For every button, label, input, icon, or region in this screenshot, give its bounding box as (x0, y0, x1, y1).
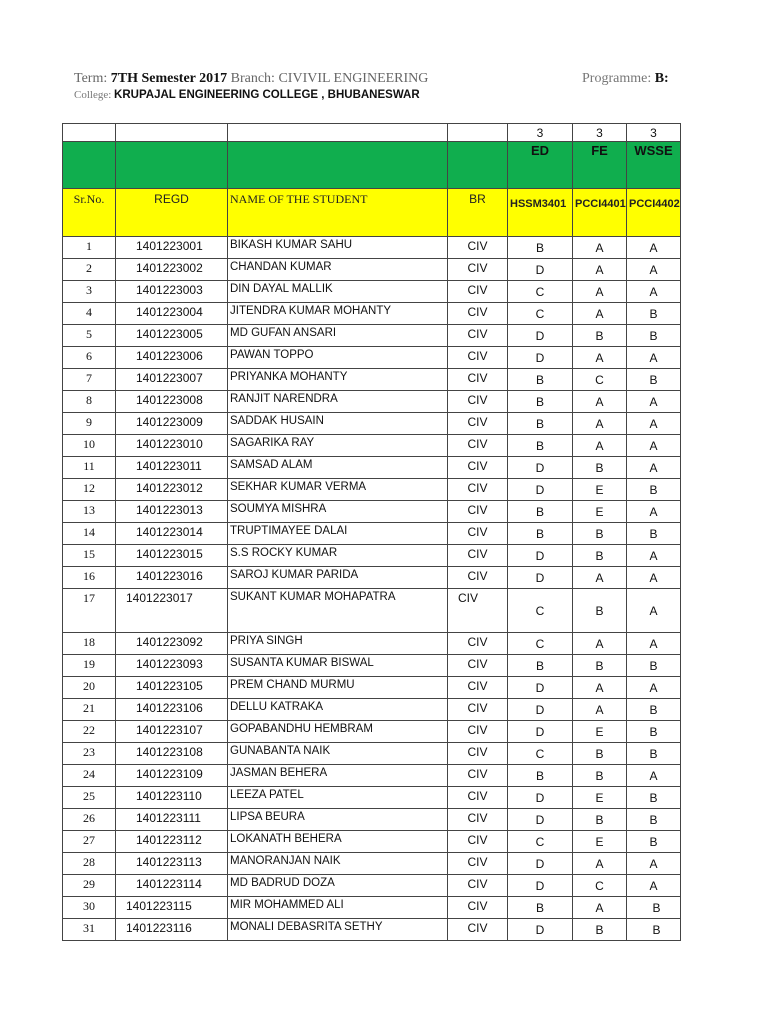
branch-cell: CIV (448, 787, 508, 809)
student-name-cell: TRUPTIMAYEE DALAI (228, 523, 448, 545)
table-row (63, 545, 681, 567)
column-header-row (63, 189, 681, 237)
student-name-cell: MIR MOHAMMED ALI (228, 897, 448, 919)
regd-cell: 1401223116 (116, 919, 228, 941)
grade-cell: E (573, 831, 627, 853)
table-row (63, 479, 681, 501)
grade-cell: B (627, 655, 681, 677)
branch-cell: CIV (448, 545, 508, 567)
student-name-cell: GOPABANDHU HEMBRAM (228, 721, 448, 743)
branch-cell: CIV (448, 259, 508, 281)
grade-cell: D (508, 875, 573, 897)
branch-cell: CIV (448, 919, 508, 941)
branch-cell: CIV (448, 853, 508, 875)
regd-cell: 1401223113 (116, 853, 228, 875)
regd-cell: 1401223001 (116, 237, 228, 259)
grade-cell: D (508, 699, 573, 721)
branch-value: CIVIVIL ENGINEERING (278, 71, 429, 86)
grade-cell: D (508, 567, 573, 589)
student-name-cell: SAMSAD ALAM (228, 457, 448, 479)
table-row (63, 281, 681, 303)
sr-cell: 22 (63, 721, 116, 743)
grade-cell: C (508, 743, 573, 765)
col-header-code: HSSM3401 (508, 189, 573, 237)
regd-cell: 1401223010 (116, 435, 228, 457)
grade-cell: A (573, 391, 627, 413)
branch-cell: CIV (448, 721, 508, 743)
sr-cell: 15 (63, 545, 116, 567)
programme (582, 71, 669, 87)
table-row (63, 831, 681, 853)
sr-cell: 21 (63, 699, 116, 721)
grade-cell: D (508, 853, 573, 875)
student-name-cell: MD BADRUD DOZA (228, 875, 448, 897)
subject-row (63, 142, 681, 189)
grade-cell: E (573, 721, 627, 743)
grade-cell: B (627, 919, 681, 941)
regd-cell: 1401223107 (116, 721, 228, 743)
table-row (63, 457, 681, 479)
grade-cell: B (573, 457, 627, 479)
grade-cell: D (508, 347, 573, 369)
table-row (63, 743, 681, 765)
table-row (63, 677, 681, 699)
grade-cell: A (627, 237, 681, 259)
grade-cell: B (573, 523, 627, 545)
sr-cell: 10 (63, 435, 116, 457)
grade-cell: B (573, 545, 627, 567)
regd-cell: 1401223006 (116, 347, 228, 369)
results-table (62, 123, 681, 941)
student-name-cell: SAGARIKA RAY (228, 435, 448, 457)
grade-cell: A (627, 567, 681, 589)
college-header (74, 89, 420, 101)
regd-cell: 1401223111 (116, 809, 228, 831)
regd-cell: 1401223011 (116, 457, 228, 479)
branch-cell: CIV (448, 523, 508, 545)
regd-cell: 1401223092 (116, 633, 228, 655)
sr-cell: 24 (63, 765, 116, 787)
grade-cell: B (627, 325, 681, 347)
grade-cell: A (627, 457, 681, 479)
table-row (63, 589, 681, 633)
grade-cell: A (573, 853, 627, 875)
branch-cell: CIV (448, 435, 508, 457)
sr-cell: 3 (63, 281, 116, 303)
grade-cell: D (508, 787, 573, 809)
student-name-cell: MANORANJAN NAIK (228, 853, 448, 875)
table-row (63, 897, 681, 919)
regd-cell: 1401223017 (116, 589, 228, 633)
grade-cell: B (573, 809, 627, 831)
grade-cell: A (627, 875, 681, 897)
grade-cell: B (627, 369, 681, 391)
student-name-cell: JASMAN BEHERA (228, 765, 448, 787)
student-name-cell: LEEZA PATEL (228, 787, 448, 809)
regd-cell: 1401223106 (116, 699, 228, 721)
sr-cell: 23 (63, 743, 116, 765)
term-label: Term: (74, 71, 108, 86)
sr-cell: 9 (63, 413, 116, 435)
regd-cell: 1401223108 (116, 743, 228, 765)
student-name-cell: S.S ROCKY KUMAR (228, 545, 448, 567)
grade-cell: C (573, 369, 627, 391)
table-row (63, 633, 681, 655)
student-name-cell: MONALI DEBASRITA SETHY (228, 919, 448, 941)
sr-cell: 28 (63, 853, 116, 875)
regd-cell: 1401223115 (116, 897, 228, 919)
table-row (63, 567, 681, 589)
grade-cell: D (508, 919, 573, 941)
table-row (63, 787, 681, 809)
student-name-cell: RANJIT NARENDRA (228, 391, 448, 413)
branch-cell: CIV (448, 809, 508, 831)
college-label: College: (74, 89, 112, 101)
sr-cell: 14 (63, 523, 116, 545)
student-name-cell: PRIYA SINGH (228, 633, 448, 655)
grade-cell: A (573, 897, 627, 919)
branch-cell: CIV (448, 699, 508, 721)
grade-cell: A (627, 853, 681, 875)
programme-label: Programme: (582, 71, 652, 86)
term-header (74, 71, 768, 87)
table-row (63, 721, 681, 743)
grade-cell: C (508, 303, 573, 325)
branch-cell: CIV (448, 369, 508, 391)
grade-cell: B (508, 523, 573, 545)
regd-cell: 1401223007 (116, 369, 228, 391)
sr-cell: 12 (63, 479, 116, 501)
grade-cell: C (573, 875, 627, 897)
student-name-cell: GUNABANTA NAIK (228, 743, 448, 765)
regd-cell: 1401223009 (116, 413, 228, 435)
regd-cell: 1401223003 (116, 281, 228, 303)
regd-cell: 1401223105 (116, 677, 228, 699)
grade-cell: B (508, 435, 573, 457)
grade-cell: B (508, 501, 573, 523)
grade-cell: B (573, 919, 627, 941)
table-row (63, 237, 681, 259)
table-row (63, 765, 681, 787)
grade-cell: B (627, 787, 681, 809)
grade-cell: B (627, 303, 681, 325)
grade-cell: B (508, 765, 573, 787)
grade-cell: A (627, 633, 681, 655)
grade-cell: A (573, 347, 627, 369)
regd-cell: 1401223110 (116, 787, 228, 809)
grade-cell: A (573, 677, 627, 699)
student-name-cell: MD GUFAN ANSARI (228, 325, 448, 347)
grade-cell: A (573, 303, 627, 325)
subject-cell: ED (508, 142, 573, 189)
table-row (63, 699, 681, 721)
branch-cell: CIV (448, 831, 508, 853)
branch-cell: CIV (448, 457, 508, 479)
regd-cell: 1401223014 (116, 523, 228, 545)
credit-cell: 3 (627, 124, 681, 142)
regd-cell: 1401223004 (116, 303, 228, 325)
sr-cell: 27 (63, 831, 116, 853)
grade-cell: A (627, 259, 681, 281)
table-row (63, 413, 681, 435)
sr-cell: 8 (63, 391, 116, 413)
subject-cell: FE (573, 142, 627, 189)
branch-cell: CIV (448, 743, 508, 765)
grade-cell: B (627, 809, 681, 831)
grade-cell: B (627, 523, 681, 545)
branch-cell: CIV (448, 655, 508, 677)
grade-cell: A (573, 413, 627, 435)
term-value: 7TH Semester 2017 (110, 71, 228, 86)
sr-cell: 30 (63, 897, 116, 919)
grade-cell: E (573, 479, 627, 501)
grade-cell: A (573, 259, 627, 281)
college-value: KRUPAJAL ENGINEERING COLLEGE , BHUBANESWAR (114, 89, 420, 101)
sr-cell: 13 (63, 501, 116, 523)
branch-cell: CIV (448, 677, 508, 699)
grade-cell: A (627, 501, 681, 523)
sr-cell: 26 (63, 809, 116, 831)
grade-cell: E (573, 787, 627, 809)
branch-cell: CIV (448, 281, 508, 303)
student-name-cell: BIKASH KUMAR SAHU (228, 237, 448, 259)
table-row (63, 369, 681, 391)
grade-cell: B (508, 369, 573, 391)
sr-cell: 25 (63, 787, 116, 809)
sr-cell: 11 (63, 457, 116, 479)
grade-cell: A (627, 435, 681, 457)
student-name-cell: PRIYANKA MOHANTY (228, 369, 448, 391)
sr-cell: 29 (63, 875, 116, 897)
student-name-cell: DELLU KATRAKA (228, 699, 448, 721)
grade-cell: D (508, 677, 573, 699)
branch-cell: CIV (448, 325, 508, 347)
branch-cell: CIV (448, 765, 508, 787)
student-name-cell: CHANDAN KUMAR (228, 259, 448, 281)
grade-cell: B (627, 721, 681, 743)
table-row (63, 919, 681, 941)
grade-cell: B (508, 897, 573, 919)
branch-label: Branch: (230, 71, 275, 86)
sr-cell: 18 (63, 633, 116, 655)
grade-cell: E (573, 501, 627, 523)
table-row (63, 325, 681, 347)
student-name-cell: SAROJ KUMAR PARIDA (228, 567, 448, 589)
branch-cell: CIV (448, 303, 508, 325)
grade-cell: B (508, 655, 573, 677)
grade-cell: A (627, 347, 681, 369)
col-header-code: PCCI4401 (573, 189, 627, 237)
student-name-cell: SADDAK HUSAIN (228, 413, 448, 435)
credit-cell: 3 (508, 124, 573, 142)
programme-value: B: (654, 71, 669, 86)
grade-cell: D (508, 809, 573, 831)
sr-cell: 16 (63, 567, 116, 589)
col-header-name: NAME OF THE STUDENT (228, 189, 448, 237)
sr-cell: 7 (63, 369, 116, 391)
grade-cell: B (573, 743, 627, 765)
grade-cell: A (627, 545, 681, 567)
table-row (63, 523, 681, 545)
grade-cell: B (573, 325, 627, 347)
branch-cell: CIV (448, 237, 508, 259)
branch-cell: CIV (448, 567, 508, 589)
grade-cell: B (573, 655, 627, 677)
credit-cell: 3 (573, 124, 627, 142)
grade-cell: A (627, 765, 681, 787)
sr-cell: 20 (63, 677, 116, 699)
grade-cell: B (627, 743, 681, 765)
sr-cell: 31 (63, 919, 116, 941)
student-name-cell: DIN DAYAL MALLIK (228, 281, 448, 303)
student-name-cell: SUKANT KUMAR MOHAPATRA (228, 589, 448, 633)
table-row (63, 853, 681, 875)
grade-cell: A (627, 391, 681, 413)
grade-cell: D (508, 479, 573, 501)
grade-cell: A (627, 281, 681, 303)
student-name-cell: SEKHAR KUMAR VERMA (228, 479, 448, 501)
regd-cell: 1401223114 (116, 875, 228, 897)
grade-cell: A (573, 633, 627, 655)
branch-cell: CIV (448, 897, 508, 919)
table-row (63, 875, 681, 897)
sr-cell: 5 (63, 325, 116, 347)
student-name-cell: JITENDRA KUMAR MOHANTY (228, 303, 448, 325)
col-header-code: PCCI4402 (627, 189, 681, 237)
branch-cell: CIV (448, 501, 508, 523)
table-row (63, 303, 681, 325)
branch-cell: CIV (448, 479, 508, 501)
regd-cell: 1401223109 (116, 765, 228, 787)
student-name-cell: LOKANATH BEHERA (228, 831, 448, 853)
grade-cell: B (627, 897, 681, 919)
regd-cell: 1401223093 (116, 655, 228, 677)
grade-cell: A (627, 677, 681, 699)
student-name-cell: PAWAN TOPPO (228, 347, 448, 369)
grade-cell: A (573, 567, 627, 589)
grade-cell: D (508, 457, 573, 479)
grade-cell: B (627, 479, 681, 501)
student-name-cell: LIPSA BEURA (228, 809, 448, 831)
branch-cell: CIV (448, 413, 508, 435)
grade-cell: D (508, 721, 573, 743)
grade-cell: B (508, 391, 573, 413)
table-row (63, 259, 681, 281)
grade-cell: B (627, 699, 681, 721)
regd-cell: 1401223002 (116, 259, 228, 281)
grade-cell: A (573, 699, 627, 721)
regd-cell: 1401223015 (116, 545, 228, 567)
sr-cell: 19 (63, 655, 116, 677)
grade-cell: B (573, 765, 627, 787)
grade-cell: D (508, 259, 573, 281)
grade-cell: A (573, 237, 627, 259)
grade-cell: C (508, 589, 573, 633)
sr-cell: 6 (63, 347, 116, 369)
grade-cell: D (508, 325, 573, 347)
regd-cell: 1401223005 (116, 325, 228, 347)
student-name-cell: PREM CHAND MURMU (228, 677, 448, 699)
branch-cell: CIV (448, 589, 508, 633)
grade-cell: B (573, 589, 627, 633)
grade-cell: A (573, 281, 627, 303)
col-header-br: BR (448, 189, 508, 237)
regd-cell: 1401223016 (116, 567, 228, 589)
grade-cell: A (573, 435, 627, 457)
table-row (63, 435, 681, 457)
grade-cell: D (508, 545, 573, 567)
table-row (63, 391, 681, 413)
sr-cell: 4 (63, 303, 116, 325)
student-name-cell: SOUMYA MISHRA (228, 501, 448, 523)
table-row (63, 501, 681, 523)
grade-cell: B (508, 237, 573, 259)
table-row (63, 809, 681, 831)
grade-cell: C (508, 831, 573, 853)
subject-cell: WSSE (627, 142, 681, 189)
grade-cell: B (627, 831, 681, 853)
grade-cell: C (508, 281, 573, 303)
col-header-regd: REGD (116, 189, 228, 237)
student-name-cell: SUSANTA KUMAR BISWAL (228, 655, 448, 677)
table-row (63, 347, 681, 369)
branch-cell: CIV (448, 875, 508, 897)
table-row (63, 655, 681, 677)
sr-cell: 17 (63, 589, 116, 633)
branch-cell: CIV (448, 391, 508, 413)
grade-cell: A (627, 589, 681, 633)
grade-cell: A (627, 413, 681, 435)
regd-cell: 1401223012 (116, 479, 228, 501)
sr-cell: 1 (63, 237, 116, 259)
regd-cell: 1401223112 (116, 831, 228, 853)
sr-cell: 2 (63, 259, 116, 281)
grade-cell: C (508, 633, 573, 655)
branch-cell: CIV (448, 347, 508, 369)
grade-cell: B (508, 413, 573, 435)
regd-cell: 1401223013 (116, 501, 228, 523)
branch-cell: CIV (448, 633, 508, 655)
regd-cell: 1401223008 (116, 391, 228, 413)
col-header-sr: Sr.No. (63, 189, 116, 237)
credits-row (63, 124, 681, 142)
